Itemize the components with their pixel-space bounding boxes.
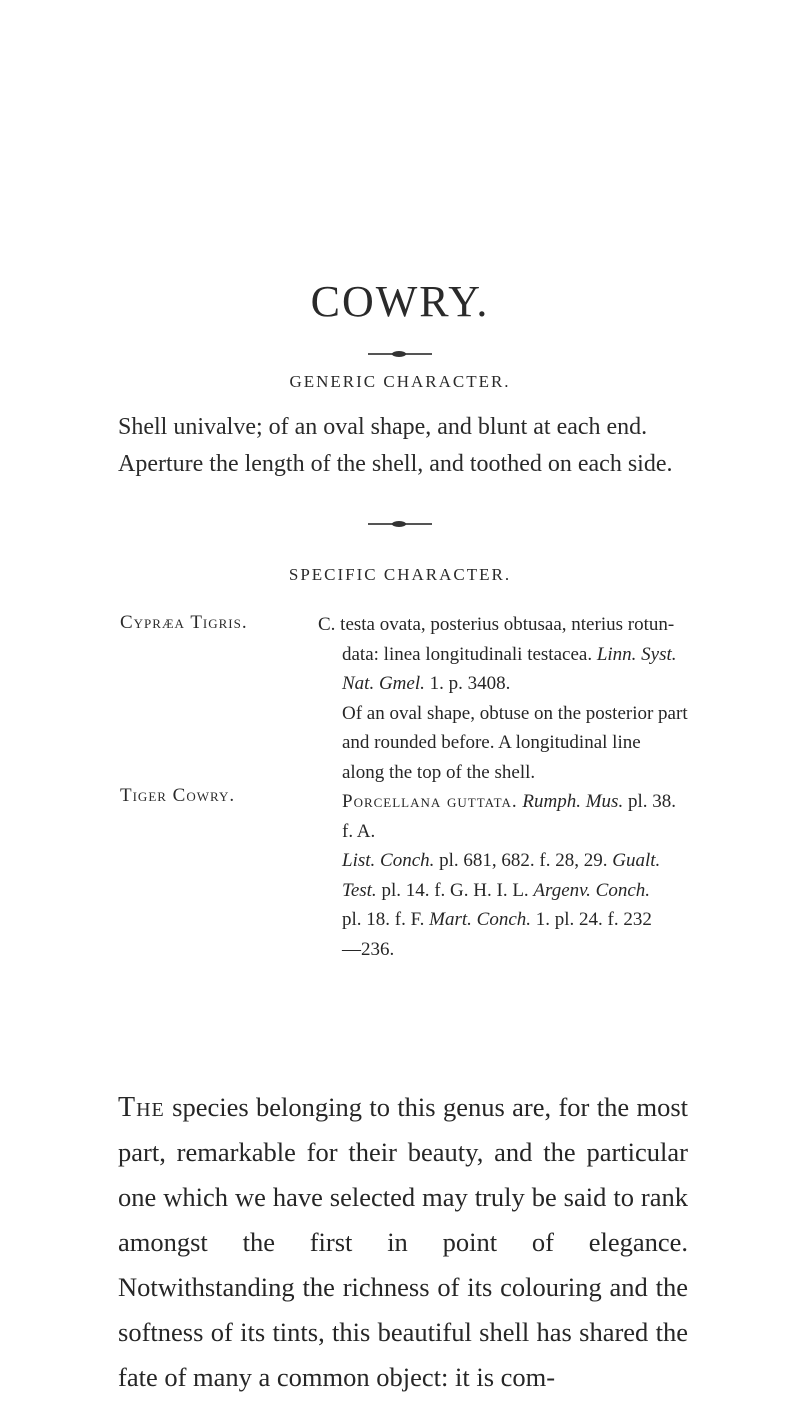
porcellana-reference: Porcellana guttata. Rumph. Mus. pl. 38. [342,791,676,812]
gualtieri-reference: Test. pl. 14. f. G. H. I. L. Argenv. Conch. [342,879,651,901]
generic-line-2: Aperture the length of the shell, and toothed on each side. [118,451,673,477]
rumph-figure: f. A. [342,820,376,842]
common-name-label: Tiger Cowry. [120,785,236,806]
specific-character-text [318,610,698,964]
specific-character-heading: SPECIFIC CHARACTER. [288,565,512,584]
body-paragraph [118,1085,688,1400]
latin-name-label: Cypræa Tigris. [120,612,248,633]
english-description-1: Of an oval shape, obtuse on the posterior part [342,702,688,724]
english-description-2: and rounded before. A longitudinal line [342,732,641,753]
martini-reference: pl. 18. f. F. Mart. Conch. 1. pl. 24. f. 232 [342,909,652,930]
generic-character-heading: GENERIC CHARACTER. [289,372,511,391]
ornamental-rule [368,523,432,525]
generic-character-text [118,409,718,483]
first-word: The [118,1092,165,1123]
generic-line-1: Shell univalve; of an oval shape, and blunt at each end. [118,414,648,440]
latin-description-2: data: linea longitudinali testacea. Linn. Syst. Nat. Gmel. 1. p. 3408. [342,643,677,694]
lister-reference: List. Conch. pl. 681, 682. f. 28, 29. Gualt. [342,850,661,871]
linnaeus-reference: Linn. Syst. Nat. Gmel. [342,643,677,694]
paragraph-text: species belonging to this genus are, for the most part, remarkable for their beauty, and the particular one which we have selected may truly be said to rank amongst the first in point of elegance. Notwithstanding the richness of its colouring and the softness of its tints, this beautiful shell has shared the fate of many a common object: it is com- [118,1092,688,1392]
latin-description-1: C. testa ovata, posterius obtusaa, nterius rotun- [318,614,675,635]
martini-reference-end: —236. [342,938,395,960]
page-title: COWRY. [310,277,490,326]
english-description-3: along the top of the shell. [342,761,536,783]
ornamental-rule [368,353,432,355]
